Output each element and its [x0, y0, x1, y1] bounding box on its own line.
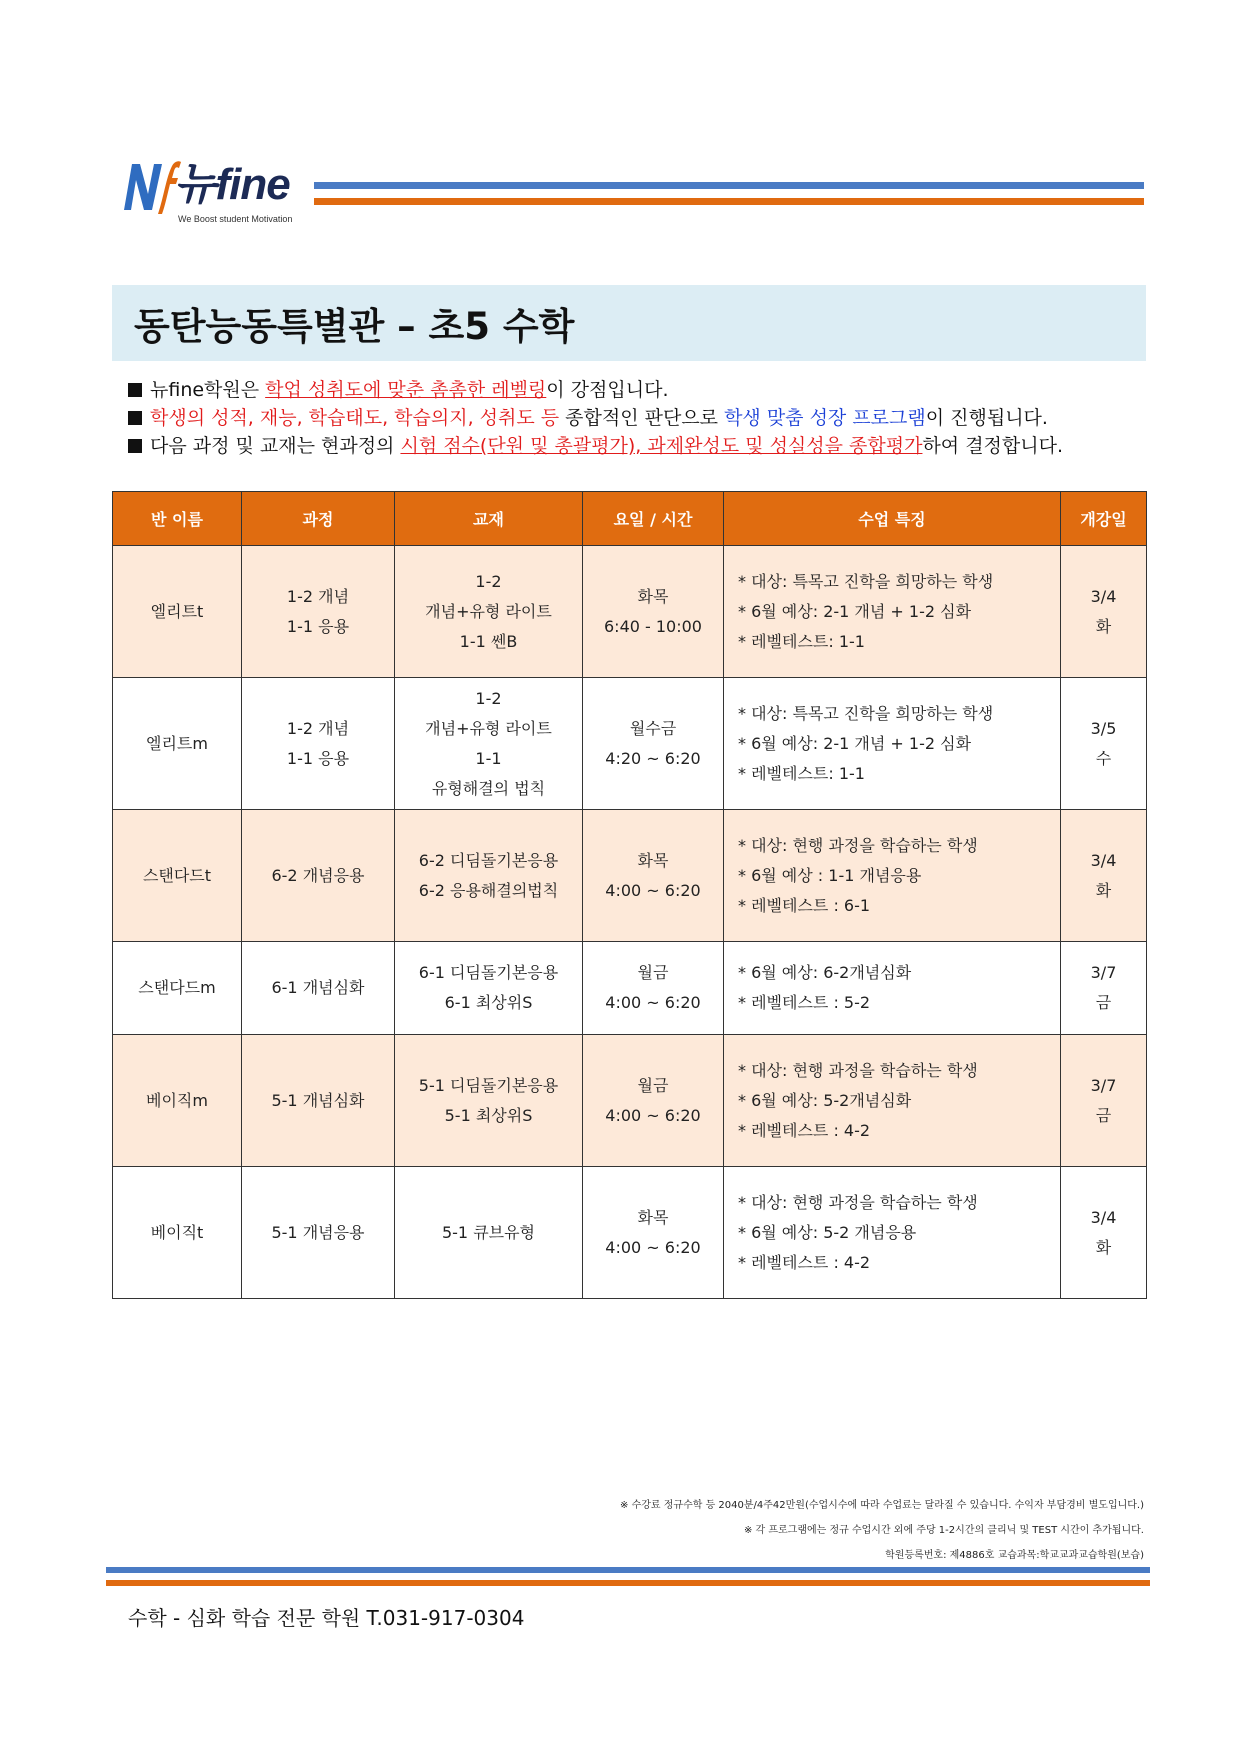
table-row [113, 810, 1147, 942]
start-date-cell-line: 3/4 [1090, 586, 1117, 606]
class-name-cell: 엘리트t [113, 546, 242, 678]
textbook-cell-line: 개념+유형 라이트 [425, 601, 552, 621]
day-time-cell-line: 화목 [637, 1207, 669, 1227]
start-date-cell-line: 금 [1095, 993, 1112, 1012]
textbook-cell-line: 유형해결의 법칙 [431, 778, 546, 798]
course-cell [242, 810, 395, 942]
footer-contact: 수학 - 심화 학습 전문 학원 T.031-917-0304 [128, 1606, 525, 1630]
textbook-cell-line: 1-2 [475, 571, 502, 591]
course-cell [242, 546, 395, 678]
course-cell-line: 6-1 개념심화 [271, 978, 365, 997]
start-date-cell [1061, 1167, 1147, 1299]
intro-line-1 [128, 376, 1158, 404]
header-class-name: 반 이름 [113, 492, 242, 546]
features-cell-line: * 6월 예상: 2-1 개념 + 1-2 심화 [738, 601, 972, 621]
intro-highlight: 학업 성취도에 맞춘 촘촘한 레벨링 [265, 379, 547, 401]
footer-divider-orange [106, 1580, 1150, 1586]
start-date-cell-line: 화 [1095, 880, 1112, 900]
intro-text: 다음 과정 및 교재는 현과정의 [150, 435, 401, 457]
features-cell-line: * 레벨테스트: 1-1 [738, 631, 865, 651]
features-cell [724, 546, 1061, 678]
start-date-cell [1061, 942, 1147, 1035]
footer-note: 학원등록번호: 제4886호 교습과목:학교교과교습학원(보습) [885, 1550, 1144, 1561]
day-time-cell-line: 화목 [637, 586, 669, 606]
table-row [113, 1167, 1147, 1299]
class-name-cell: 베이직t [113, 1167, 242, 1299]
course-cell-line: 1-2 개념 [286, 718, 350, 738]
day-time-cell-line: 4:00 ~ 6:20 [605, 993, 701, 1012]
features-cell-line: * 레벨테스트 : 4-2 [738, 1120, 871, 1140]
textbook-cell-line: 개념+유형 라이트 [425, 718, 552, 738]
nf-logo-mark-icon [118, 156, 182, 216]
intro-highlight: 학생의 성적, 재능, 학습태도, 학습의지, 성취도 등 [150, 407, 560, 429]
intro-section [128, 376, 1158, 460]
day-time-cell-line: 월금 [637, 963, 669, 982]
start-date-cell-line: 3/7 [1090, 1075, 1117, 1095]
class-name-cell: 스탠다드t [113, 810, 242, 942]
intro-text: 뉴fine학원은 [150, 379, 266, 401]
start-date-cell-line: 수 [1095, 748, 1112, 768]
footer-notes [620, 1493, 1144, 1568]
class-name-cell: 베이직m [113, 1035, 242, 1167]
footer-note: ※ 수강료 정규수학 등 2040분/4주42만원(수업시수에 따라 수업료는 달라질 수 있습니다. 수익자 부담경비 별도입니다.) [620, 1500, 1144, 1511]
features-cell-line: * 대상: 특목고 진학을 희망하는 학생 [738, 571, 994, 591]
start-date-cell [1061, 546, 1147, 678]
header-divider-blue [314, 182, 1144, 189]
header-course: 과정 [242, 492, 395, 546]
day-time-cell-line: 4:00 ~ 6:20 [605, 880, 701, 900]
intro-text: 종합적인 판단으로 [559, 407, 725, 429]
start-date-cell-line: 화 [1095, 1237, 1112, 1257]
day-time-cell-line: 4:20 ~ 6:20 [605, 748, 701, 768]
intro-highlight: 시험 점수(단원 및 총괄평가), 과제완성도 및 성실성을 종합평가 [400, 435, 923, 457]
features-cell-line: * 레벨테스트 : 4-2 [738, 1252, 871, 1272]
day-time-cell [583, 942, 724, 1035]
intro-text: 하여 결정합니다. [922, 435, 1064, 457]
day-time-cell [583, 678, 724, 810]
square-bullet-icon [128, 383, 142, 397]
intro-line-2 [128, 404, 1158, 432]
features-cell [724, 678, 1061, 810]
day-time-cell-line: 6:40 - 10:00 [604, 616, 702, 636]
day-time-cell [583, 546, 724, 678]
features-cell-line: * 레벨테스트: 1-1 [738, 763, 865, 783]
features-cell-line: * 6월 예상 : 1-1 개념응용 [738, 865, 922, 885]
textbook-cell-line: 1-1 [475, 748, 502, 768]
features-cell-line: * 대상: 특목고 진학을 희망하는 학생 [738, 703, 994, 723]
features-cell [724, 810, 1061, 942]
textbook-cell-line: 6-2 응용해결의법칙 [418, 880, 559, 900]
day-time-cell [583, 810, 724, 942]
day-time-cell-line: 4:00 ~ 6:20 [605, 1105, 701, 1125]
textbook-cell [395, 1035, 583, 1167]
features-cell-line: * 6월 예상: 5-2개념심화 [738, 1090, 912, 1110]
start-date-cell-line: 3/7 [1090, 963, 1117, 982]
day-time-cell-line: 월금 [637, 1075, 669, 1095]
brand-tagline: We Boost student Motivation [178, 214, 293, 224]
features-cell [724, 1035, 1061, 1167]
brand-name: 뉴fine [174, 160, 290, 209]
features-cell-line: * 레벨테스트 : 6-1 [738, 895, 871, 915]
start-date-cell-line: 3/5 [1090, 718, 1117, 738]
table-row [113, 942, 1147, 1035]
day-time-cell-line: 월수금 [629, 718, 677, 738]
textbook-cell-line: 5-1 최상위S [444, 1105, 533, 1125]
footer-note: ※ 각 프로그램에는 정규 수업시간 외에 주당 1-2시간의 클리닉 및 TEST 시간이 추가됩니다. [743, 1525, 1144, 1536]
intro-text: 이 강점입니다. [546, 379, 669, 401]
features-cell-line: * 대상: 현행 과정을 학습하는 학생 [738, 1192, 978, 1212]
header-divider-orange [314, 198, 1144, 205]
textbook-cell [395, 1167, 583, 1299]
textbook-cell-line: 6-1 디딤돌기본응용 [418, 963, 559, 982]
start-date-cell-line: 3/4 [1090, 850, 1117, 870]
table-row [113, 1035, 1147, 1167]
intro-highlight-blue: 학생 맞춤 성장 프로그램 [724, 407, 926, 429]
course-cell-line: 6-2 개념응용 [271, 865, 365, 885]
page-title-box [112, 285, 1146, 361]
features-cell-line: * 6월 예상: 2-1 개념 + 1-2 심화 [738, 733, 972, 753]
intro-line-3 [128, 432, 1158, 460]
textbook-cell [395, 546, 583, 678]
intro-text: 이 진행됩니다. [925, 407, 1048, 429]
course-cell [242, 1167, 395, 1299]
features-cell [724, 1167, 1061, 1299]
features-cell-line: * 레벨테스트 : 5-2 [738, 993, 871, 1012]
course-cell-line: 1-2 개념 [286, 586, 350, 606]
table-row [113, 546, 1147, 678]
start-date-cell-line: 3/4 [1090, 1207, 1117, 1227]
course-cell [242, 678, 395, 810]
start-date-cell-line: 금 [1095, 1105, 1112, 1125]
textbook-cell-line: 6-2 디딤돌기본응용 [418, 850, 559, 870]
course-cell-line: 5-1 개념응용 [271, 1222, 365, 1242]
footer-divider-blue [106, 1567, 1150, 1573]
textbook-cell-line: 1-2 [475, 688, 502, 708]
square-bullet-icon [128, 411, 142, 425]
textbook-cell [395, 810, 583, 942]
course-cell [242, 942, 395, 1035]
table-row [113, 678, 1147, 810]
header-features: 수업 특징 [724, 492, 1061, 546]
start-date-cell [1061, 1035, 1147, 1167]
course-cell-line: 1-1 응용 [286, 616, 350, 636]
textbook-cell-line: 5-1 큐브유형 [441, 1222, 536, 1242]
textbook-cell-line: 5-1 디딤돌기본응용 [418, 1075, 559, 1095]
brand-logo [118, 148, 296, 230]
textbook-cell-line: 6-1 최상위S [444, 993, 533, 1012]
textbook-cell-line: 1-1 쎈B [459, 631, 518, 651]
table-header-row [113, 492, 1147, 546]
class-name-cell: 엘리트m [113, 678, 242, 810]
class-name-cell: 스탠다드m [113, 942, 242, 1035]
features-cell-line: * 대상: 현행 과정을 학습하는 학생 [738, 1060, 978, 1080]
page-title: 동탄능동특별관 – 초5 수학 [134, 305, 575, 348]
features-cell-line: * 6월 예상: 6-2개념심화 [738, 963, 912, 982]
start-date-cell [1061, 810, 1147, 942]
start-date-cell-line: 화 [1095, 616, 1112, 636]
day-time-cell-line: 4:00 ~ 6:20 [605, 1237, 701, 1257]
course-cell-line: 5-1 개념심화 [271, 1090, 365, 1110]
features-cell [724, 942, 1061, 1035]
textbook-cell [395, 678, 583, 810]
class-schedule-table [112, 491, 1147, 1299]
day-time-cell-line: 화목 [637, 850, 669, 870]
day-time-cell [583, 1035, 724, 1167]
textbook-cell [395, 942, 583, 1035]
course-cell [242, 1035, 395, 1167]
start-date-cell [1061, 678, 1147, 810]
course-cell-line: 1-1 응용 [286, 748, 350, 768]
header-day-time: 요일 / 시간 [583, 492, 724, 546]
features-cell-line: * 6월 예상: 5-2 개념응용 [738, 1222, 917, 1242]
header-textbook: 교재 [395, 492, 583, 546]
header-start-date: 개강일 [1061, 492, 1147, 546]
day-time-cell [583, 1167, 724, 1299]
features-cell-line: * 대상: 현행 과정을 학습하는 학생 [738, 835, 978, 855]
square-bullet-icon [128, 439, 142, 453]
